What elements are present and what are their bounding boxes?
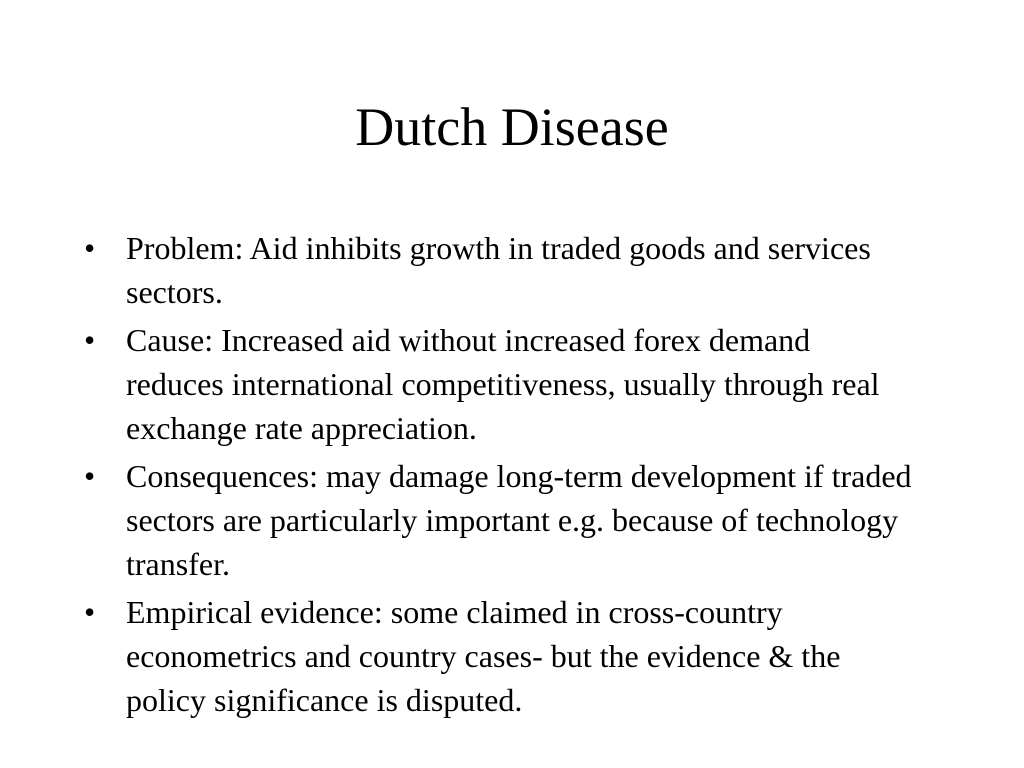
bullet-item-problem bbox=[84, 226, 914, 314]
bullet-text-cause: Cause: Increased aid without increased forex demand reduces international competitiveness, usually through real exchange rate appreciation. bbox=[126, 322, 880, 446]
bullet-item-consequences bbox=[84, 454, 914, 586]
bullet-marker-icon: • bbox=[84, 594, 96, 630]
bullet-text-problem: Problem: Aid inhibits growth in traded goods and services sectors. bbox=[126, 230, 871, 310]
bullet-marker-icon: • bbox=[84, 230, 96, 266]
slide-title: Dutch Disease bbox=[355, 97, 669, 157]
bullet-list bbox=[84, 226, 914, 726]
bullet-text-empirical-evidence: Empirical evidence: some claimed in cross-country econometrics and country cases- but the evidence & the policy significance is disputed. bbox=[126, 594, 841, 718]
bullet-item-cause bbox=[84, 318, 914, 450]
bullet-marker-icon: • bbox=[84, 322, 96, 358]
bullet-item-empirical-evidence bbox=[84, 590, 914, 722]
bullet-marker-icon: • bbox=[84, 458, 96, 494]
bullet-text-consequences: Consequences: may damage long-term development if traded sectors are particularly important e.g. because of technology transfer. bbox=[126, 458, 912, 582]
